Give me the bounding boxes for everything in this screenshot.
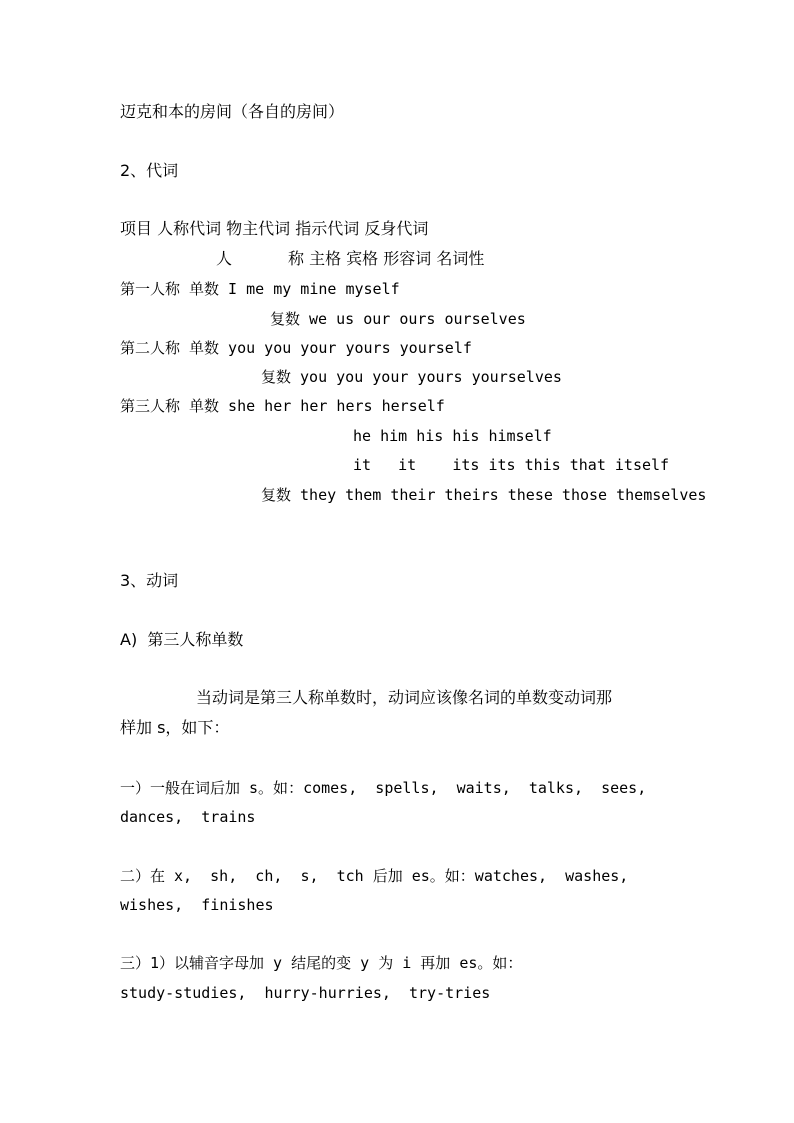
- pronoun-table-subheader-b: 称 主格 宾格 形容词 名词性: [288, 249, 485, 268]
- rule-3-line-2: study-studies, hurry-hurries, try-tries: [120, 984, 491, 1002]
- first-person-plural: 复数 we us our ours ourselves: [270, 310, 526, 328]
- section-verbs-heading: 3、动词: [120, 571, 179, 590]
- paragraph-line-1: 当动词是第三人称单数时，动词应该像名词的单数变动词那: [196, 688, 613, 707]
- second-person-plural: 复数 you you your yours yourselves: [261, 368, 562, 386]
- third-person-plural: 复数 they them their theirs these those themselves: [261, 486, 707, 504]
- line-room: 迈克和本的房间（各自的房间）: [120, 102, 345, 121]
- second-person-singular: 第二人称 单数 you you your yours yourself: [120, 339, 472, 357]
- rule-3-line-1: 三）1）以辅音字母加 y 结尾的变 y 为 i 再加 es。如：: [120, 954, 523, 972]
- third-person-singular-she: 第三人称 单数 she her her hers herself: [120, 397, 445, 415]
- third-person-singular-it: it it its its this that itself: [353, 456, 670, 474]
- subsection-third-person-singular: A) 第三人称单数: [120, 630, 244, 649]
- first-person-singular: 第一人称 单数 I me my mine myself: [120, 280, 400, 298]
- rule-2-line-1: 二）在 x, sh, ch, s, tch 后加 es。如：watches, washes,: [120, 867, 629, 885]
- rule-1-line-2: dances, trains: [120, 808, 256, 826]
- pronoun-table-header: 项目 人称代词 物主代词 指示代词 反身代词: [120, 219, 429, 238]
- pronoun-table-subheader-a: 人: [216, 249, 233, 268]
- rule-2-line-2: wishes, finishes: [120, 896, 274, 914]
- third-person-singular-he: he him his his himself: [353, 427, 552, 445]
- section-pronouns-heading: 2、代词: [120, 161, 179, 180]
- paragraph-line-2: 样加 s，如下：: [120, 718, 230, 737]
- rule-1-line-1: 一）一般在词后加 s。如：comes, spells, waits, talks, sees,: [120, 779, 647, 797]
